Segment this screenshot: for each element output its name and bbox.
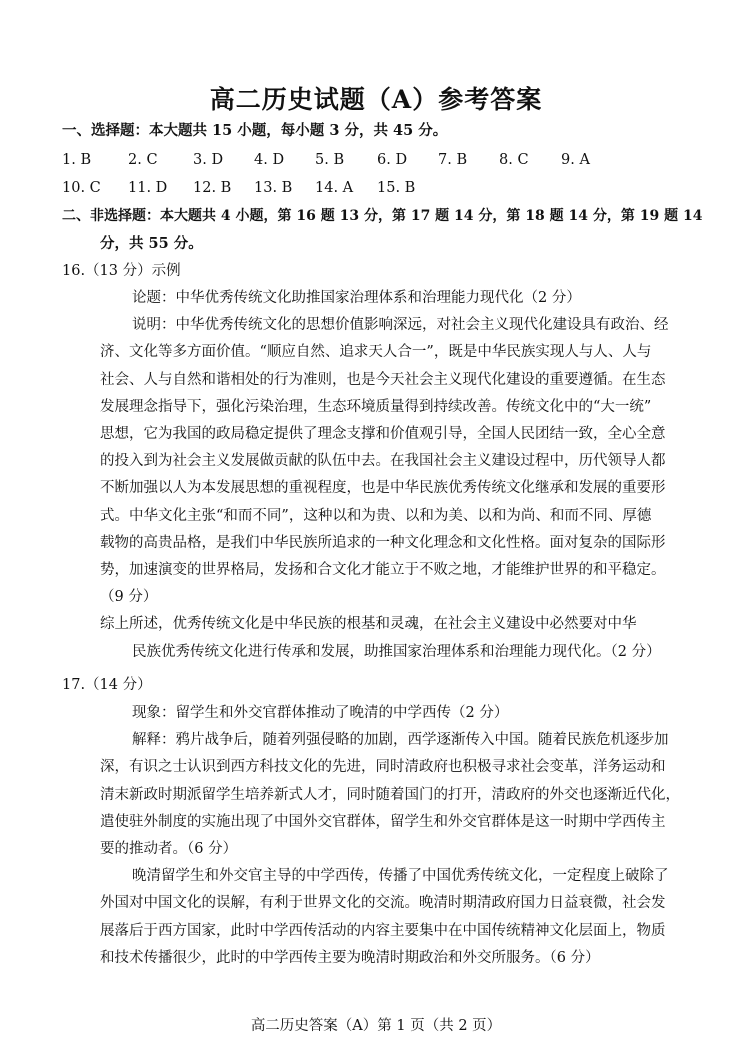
answer-row-2 xyxy=(62,176,438,200)
text-line: 的投入到为社会主义发展做贡献的队伍中去。在我国社会主义建设过程中，历代领导人都 xyxy=(100,453,666,470)
q17-phenomenon: 现象：留学生和外交官群体推动了晚清的中学西传（2 分） xyxy=(132,705,509,721)
text-line: 载物的高贵品格，是我们中华民族所追求的一种文化理念和文化性格。面对复杂的国际形 xyxy=(100,534,666,551)
answer-item: 13. B xyxy=(254,180,293,196)
answer-item: 10. C xyxy=(62,180,101,196)
answer-item: 8. C xyxy=(499,152,529,168)
section2-heading: 二、非选择题：本大题共 4 小题，第 16 题 13 分，第 17 题 14 分，第 18 题 14 分，第 19 题 14 xyxy=(62,208,703,224)
text-line: 遣使驻外制度的实施出现了中国外交官群体，留学生和外交官群体是这一时期中学西传主 xyxy=(100,813,666,830)
answer-item: 6. D xyxy=(377,152,408,168)
text-line: 思想，它为我国的政局稳定提供了理念支撑和价值观引导，全国人民团结一致，全心全意 xyxy=(100,426,666,443)
text-line: 济、文化等多方面价值。“顺应自然、追求天人合一”，既是中华民族实现人与人、人与 xyxy=(100,344,652,361)
text-line: 晚清留学生和外交官主导的中学西传，传播了中国优秀传统文化，一定程度上破除了 xyxy=(132,868,669,885)
text-line: 展落后于西方国家，此时中学西传活动的内容主要集中在中国传统精神文化层面上，物质 xyxy=(100,922,666,939)
text-line: 民族优秀传统文化进行传承和发展，助推国家治理体系和治理能力现代化。（2 分） xyxy=(132,643,661,660)
q16-answer xyxy=(100,285,692,666)
text-line: （9 分） xyxy=(100,589,158,606)
answer-item: 3. D xyxy=(193,152,224,168)
text-line: 清末新政时期派留学生培养新式人才，同时随着国门的打开，清政府的外交也逐渐近代化， xyxy=(100,786,680,803)
q16-thesis: 论题：中华优秀传统文化助推国家治理体系和治理能力现代化（2 分） xyxy=(132,290,581,306)
answer-row-1 xyxy=(62,148,611,172)
text-line: 社会、人与自然和谐相处的行为准则，也是今天社会主义现代化建设的重要遵循。在生态 xyxy=(100,371,666,388)
answer-item: 5. B xyxy=(315,152,345,168)
answer-item: 9. A xyxy=(561,152,590,168)
answer-item: 4. D xyxy=(254,152,285,168)
answer-item: 1. B xyxy=(62,152,92,168)
q17-label: 17.（14 分） xyxy=(62,677,152,693)
answer-item: 12. B xyxy=(193,180,232,196)
answer-item: 14. A xyxy=(315,180,354,196)
text-line: 势，加速演变的世界格局，发扬和合文化才能立于不败之地，才能维护世界的和平稳定。 xyxy=(100,562,666,579)
q16-label: 16.（13 分）示例 xyxy=(62,263,181,279)
answer-item: 15. B xyxy=(377,180,416,196)
text-line: 说明：中华优秀传统文化的思想价值影响深远，对社会主义现代化建设具有政治、经 xyxy=(132,317,669,334)
score-note: 综上所述，优秀传统文化是中华民族的根基和灵魂，在社会主义建设中必然要对中华 xyxy=(100,616,637,633)
answer-item: 11. D xyxy=(128,180,168,196)
q17-answer xyxy=(100,700,692,972)
section2-heading-cont: 分，共 55 分。 xyxy=(100,235,203,252)
answer-item: 7. B xyxy=(438,152,468,168)
text-line: 式。中华文化主张“和而不同”，这种以和为贵、以和为美、以和为尚、和而不同、厚德 xyxy=(100,507,652,524)
text-line: 深，有识之士认识到西方科技文化的先进，同时清政府也积极寻求社会变革，洋务运动和 xyxy=(100,759,666,776)
text-line: 和技术传播很少，此时的中学西传主要为晚清时期政治和外交所服务。（6 分） xyxy=(100,949,600,966)
text-line: 不断加强以人为本发展思想的重视程度，也是中华民族优秀传统文化继承和发展的重要形 xyxy=(100,480,666,497)
section1-heading: 一、选择题：本大题共 15 小题，每小题 3 分，共 45 分。 xyxy=(62,122,448,139)
text-line: 解释：鸦片战争后，随着列强侵略的加剧，西学逐渐传入中国。随着民族危机逐步加 xyxy=(132,732,669,749)
page-footer: 高二历史答案（A）第 1 页（共 2 页） xyxy=(250,1018,502,1034)
text-line: 发展理念指导下，强化污染治理，生态环境质量得到持续改善。传统文化中的“大一统” xyxy=(100,398,652,415)
text-line: 外国对中国文化的误解，有利于世界文化的交流。晚清时期清政府国力日益衰微，社会发 xyxy=(100,895,666,912)
text-line: 要的推动者。（6 分） xyxy=(100,841,238,858)
answer-item: 2. C xyxy=(128,152,158,168)
page-title: 高二历史试题（A）参考答案 xyxy=(209,85,543,114)
